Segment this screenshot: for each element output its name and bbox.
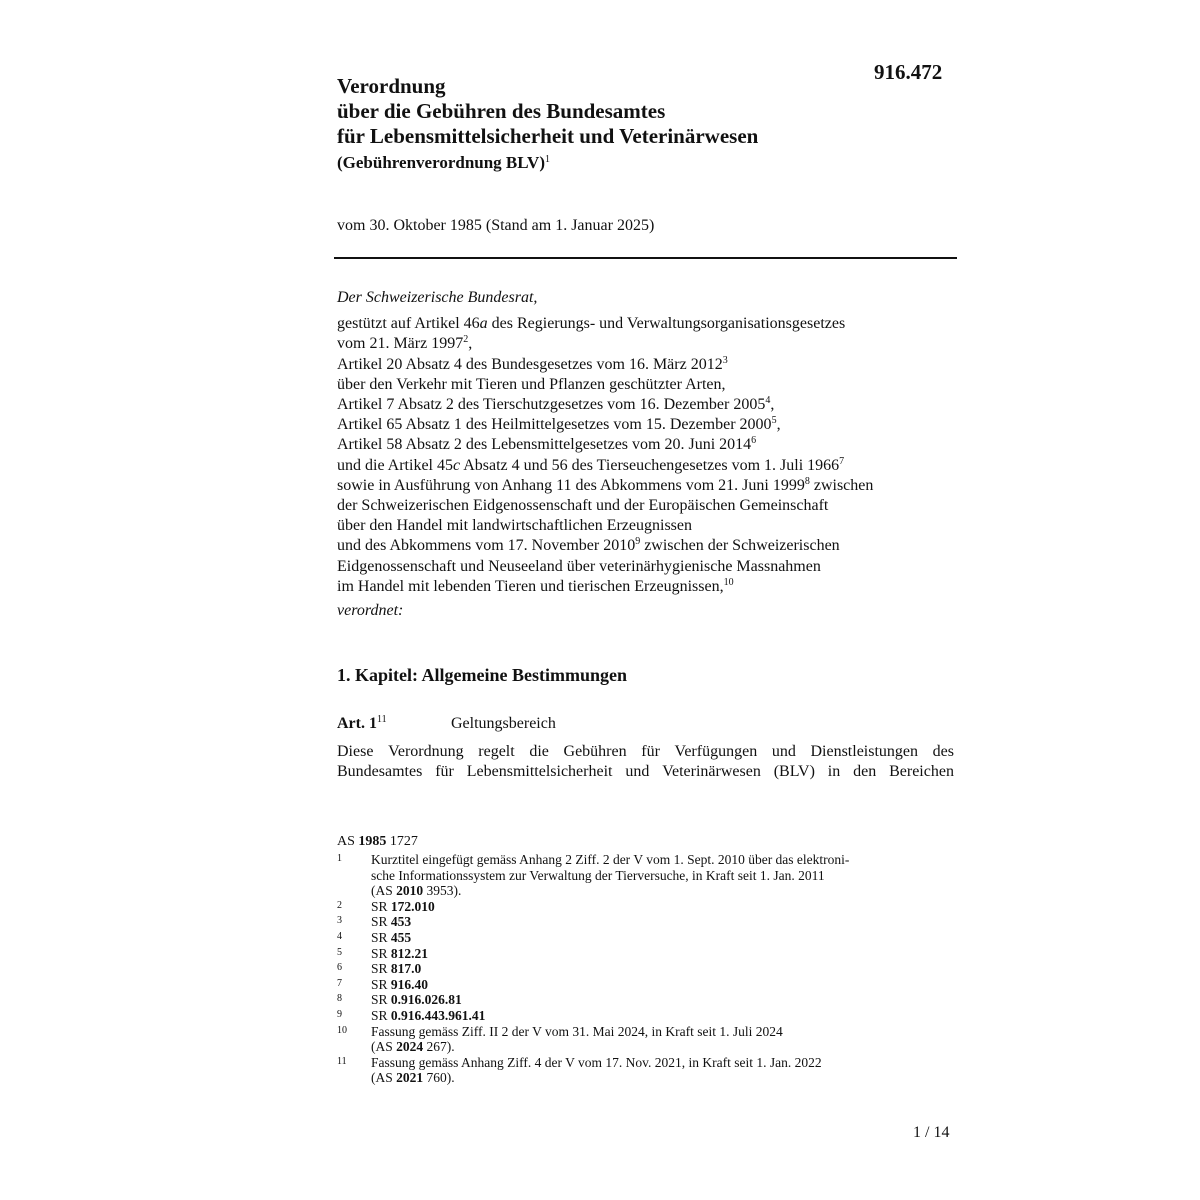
preamble-line: [337, 435, 873, 455]
body-line: [337, 742, 954, 762]
footnote-text: Fassung gemäss Anhang Ziff. 4 der V vom 17. Nov. 2021, in Kraft seit 1. Jan. 2022: [371, 1054, 822, 1070]
text: gestützt auf Artikel 46: [337, 315, 480, 333]
footnote: [337, 1055, 849, 1086]
text: ,: [776, 416, 781, 434]
footnote-text: [371, 1008, 849, 1024]
title-line: über die Gebühren des Bundesamtes: [337, 99, 666, 123]
footnote-ref[interactable]: 2: [463, 334, 469, 346]
article-title: Geltungsbereich: [451, 715, 556, 732]
footnote-text: [371, 930, 849, 946]
text: zwischen: [809, 476, 874, 494]
text: Artikel 58 Absatz 2 des Lebensmittelgesetzes vom 20. Juni 2014: [337, 436, 752, 454]
footnote-number: 8: [337, 993, 342, 1005]
footnote-ref[interactable]: 6: [751, 435, 757, 447]
footnote-number: 10: [337, 1024, 347, 1036]
text: Artikel 20 Absatz 4 des Bundesgesetzes vom 16. März 2012: [337, 355, 723, 373]
text: ,: [468, 335, 473, 353]
text: SR: [371, 898, 391, 914]
text: 2010: [396, 883, 424, 899]
preamble: [337, 288, 873, 621]
preamble-line: [337, 415, 873, 435]
footnote: [337, 992, 849, 1008]
word: Dienstleistungen: [810, 743, 919, 760]
sr-link[interactable]: 0.916.443.961.41: [390, 1007, 486, 1023]
footnote-ref[interactable]: 9: [635, 536, 641, 548]
preamble-line: der Schweizerischen Eidgenossenschaft und der Europäischen Gemeinschaft: [337, 497, 829, 515]
footnote-text: Kurztitel eingefügt gemäss Anhang 2 Ziff. 2 der V vom 1. Sept. 2010 über das elektroni-: [371, 852, 850, 867]
text: SR: [371, 976, 391, 992]
footnotes: [337, 852, 849, 1086]
text: AS: [337, 834, 359, 849]
footnote: [337, 899, 849, 915]
text: zwischen der Schweizerischen: [640, 537, 840, 555]
as-reference: [337, 834, 418, 850]
footnote-ref[interactable]: 5: [771, 415, 777, 427]
sr-link[interactable]: 916.40: [390, 976, 429, 992]
text: Artikel 65 Absatz 1 des Heilmittelgesetzes vom 15. Dezember 2000: [337, 416, 772, 434]
footnote-ref[interactable]: 3: [722, 354, 728, 366]
sr-link[interactable]: 0.916.026.81: [390, 992, 462, 1008]
word: des: [932, 743, 954, 760]
footnote: [337, 1024, 849, 1055]
footnote-text: [371, 899, 849, 915]
word: Gebühren: [563, 743, 627, 760]
footnote-ref[interactable]: 7: [839, 455, 845, 467]
divider: [334, 257, 957, 259]
page-number: 1 / 14: [913, 1124, 950, 1141]
preamble-line: [337, 456, 873, 476]
footnote-number: 3: [337, 915, 342, 927]
word: für: [641, 743, 660, 760]
footnote-number: 5: [337, 946, 342, 958]
text: 3953).: [423, 883, 462, 899]
text: des Regierungs- und Verwaltungsorganisationsgesetzes: [487, 315, 846, 333]
chapter-heading: 1. Kapitel: Allgemeine Bestimmungen: [337, 665, 627, 685]
body-line: [337, 762, 954, 782]
preamble-line: [337, 536, 873, 556]
text: SR: [371, 961, 391, 977]
footnote-ref[interactable]: 4: [765, 395, 771, 407]
sr-link[interactable]: 453: [390, 914, 412, 930]
text: a: [479, 315, 488, 333]
short-title-text: (Gebührenverordnung BLV): [337, 153, 545, 172]
word: (BLV): [773, 763, 815, 780]
document-title: [337, 74, 758, 149]
text: ,: [770, 396, 775, 414]
preamble-line: Eidgenossenschaft und Neuseeland über veterinärhygienische Massnahmen: [337, 557, 821, 575]
word: Verfügungen: [674, 743, 758, 760]
footnote-text: sche Informationssystem zur Verwaltung der Tierversuche, in Kraft seit 1. Jan. 2011: [371, 867, 825, 883]
footnote-ref[interactable]: 11: [376, 714, 387, 725]
footnote-number: 11: [337, 1055, 347, 1067]
short-title: [337, 153, 550, 173]
title-line: Verordnung: [337, 74, 446, 98]
article-label: Art. 1: [337, 715, 377, 732]
footnote-text: Fassung gemäss Ziff. II 2 der V vom 31. Mai 2024, in Kraft seit 1. Juli 2024: [371, 1023, 783, 1039]
title-line: für Lebensmittelsicherheit und Veterinärwesen: [337, 124, 759, 148]
text: 2021: [396, 1070, 424, 1086]
footnote-text: [371, 961, 849, 977]
footnote: [337, 914, 849, 930]
preamble-line: über den Handel mit landwirtschaftlichen Erzeugnissen: [337, 517, 692, 535]
footnote-text: [371, 1039, 849, 1055]
article-heading: [337, 714, 556, 733]
preamble-line: [337, 334, 873, 354]
footnote-ref[interactable]: 1: [544, 154, 550, 165]
preamble-line: [337, 314, 873, 334]
footnote-text: [371, 977, 849, 993]
word: und: [771, 743, 796, 760]
preamble-intro: Der Schweizerische Bundesrat,: [337, 289, 538, 306]
word: die: [529, 743, 549, 760]
footnote-text: [371, 914, 849, 930]
sr-link[interactable]: 812.21: [390, 945, 429, 961]
preamble-line: [337, 355, 873, 375]
text: Absatz 4 und 56 des Tierseuchengesetzes vom 1. Juli 1966: [460, 456, 840, 474]
text: SR: [371, 929, 391, 945]
text: 267).: [423, 1039, 455, 1055]
word: Veterinärwesen: [662, 763, 761, 780]
text: 2024: [396, 1039, 424, 1055]
word: Diese: [337, 743, 374, 760]
text: und die Artikel 45: [337, 456, 453, 474]
text: SR: [371, 1007, 391, 1023]
preamble-line: [337, 577, 873, 597]
text: 1985: [358, 834, 387, 849]
preamble-line: [337, 395, 873, 415]
footnote: [337, 1008, 849, 1024]
text: SR: [371, 992, 391, 1008]
footnote-number: 9: [337, 1008, 342, 1020]
word: für: [435, 763, 454, 780]
footnote-number: 1: [337, 853, 342, 864]
text: und des Abkommens vom 17. November 2010: [337, 537, 636, 555]
footnote-number: 7: [337, 977, 342, 989]
date-line: vom 30. Oktober 1985 (Stand am 1. Januar 2025): [337, 217, 655, 234]
word: regelt: [478, 743, 515, 760]
preamble-line: [337, 476, 873, 496]
text: vom 21. März 1997: [337, 335, 464, 353]
word: Bundesamtes: [337, 763, 423, 780]
text: Artikel 7 Absatz 2 des Tierschutzgesetzes vom 16. Dezember 2005: [337, 396, 766, 414]
text: 1727: [386, 834, 418, 849]
footnote-text: [371, 883, 849, 899]
footnote-number: 6: [337, 962, 342, 974]
footnote-ref[interactable]: 8: [804, 475, 810, 487]
footnote: [337, 961, 849, 977]
sr-link[interactable]: 455: [390, 929, 412, 945]
footnote-text: [371, 946, 849, 962]
footnote: [337, 852, 849, 899]
footnote-ref[interactable]: 10: [723, 576, 734, 588]
preamble-outro: verordnet:: [337, 602, 404, 620]
text: (AS: [371, 883, 397, 899]
footnote-number: 4: [337, 930, 342, 942]
word: Bereichen: [889, 763, 954, 780]
text: (AS: [371, 1039, 397, 1055]
text: SR: [371, 914, 391, 930]
text: 760).: [423, 1070, 455, 1086]
footnote-number: 2: [337, 899, 342, 911]
preamble-line: über den Verkehr mit Tieren und Pflanzen geschützter Arten,: [337, 375, 726, 393]
text: c: [452, 456, 461, 474]
word: Verordnung: [388, 743, 464, 760]
word: Lebensmittelsicherheit: [466, 763, 613, 780]
footnote-text: [371, 992, 849, 1008]
word: und: [625, 763, 650, 780]
footnote: [337, 977, 849, 993]
sr-number: 916.472: [874, 60, 943, 84]
footnote: [337, 946, 849, 962]
sr-link[interactable]: 817.0: [390, 961, 422, 977]
text: (AS: [371, 1070, 397, 1086]
sr-link[interactable]: 172.010: [390, 898, 435, 914]
word: in: [827, 763, 841, 780]
footnote-text: [371, 1070, 849, 1086]
text: im Handel mit lebenden Tieren und tierischen Erzeugnissen,: [337, 577, 724, 595]
text: sowie in Ausführung von Anhang 11 des Abkommens vom 21. Juni 1999: [337, 476, 805, 494]
text: SR: [371, 945, 391, 961]
word: den: [853, 763, 877, 780]
footnote: [337, 930, 849, 946]
article-body: [337, 742, 954, 782]
